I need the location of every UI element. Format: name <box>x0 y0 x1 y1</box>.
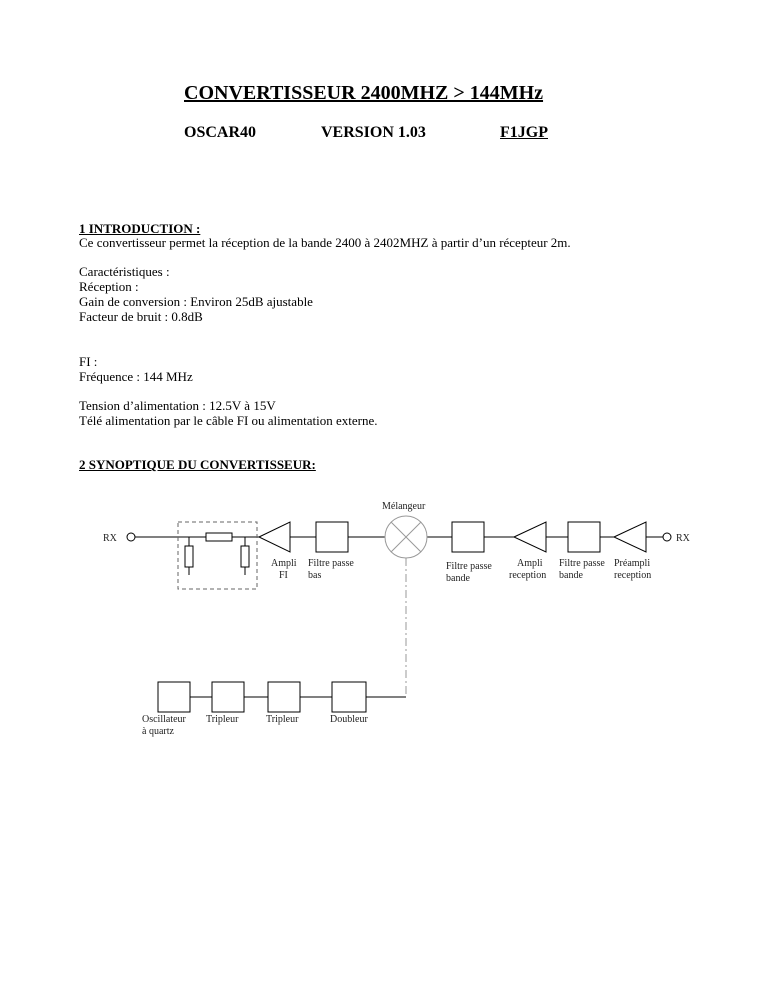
bpf2-label-1: Filtre passe <box>559 558 605 569</box>
mixer-circle <box>385 516 427 558</box>
noise-text: Facteur de bruit : 0.8dB <box>79 309 203 324</box>
lpf-label-1: Filtre passe <box>308 558 354 569</box>
shunt-resistor-right <box>241 546 249 567</box>
preampli-triangle <box>614 522 646 552</box>
gain-text: Gain de conversion : Environ 25dB ajustable <box>79 294 313 309</box>
ampli-fi-label-1: Ampli <box>271 558 297 569</box>
tripler1-label: Tripleur <box>206 714 239 725</box>
series-resistor <box>206 533 232 541</box>
ampli-fi-triangle <box>259 522 290 552</box>
section1-heading: 1 INTRODUCTION : <box>79 221 201 236</box>
document-title: CONVERTISSEUR 2400MHZ > 144MHz <box>184 82 544 104</box>
characteristics-label: Caractéristiques : <box>79 264 170 279</box>
fi-label: FI : <box>79 354 98 369</box>
tripler2-label: Tripleur <box>266 714 299 725</box>
tripler-2-box <box>268 682 300 712</box>
frequency-text: Fréquence : 144 MHz <box>79 369 193 384</box>
attenuator-box <box>178 522 257 589</box>
rx-left-label: RX <box>103 533 117 544</box>
lpf-label-2: bas <box>308 570 322 581</box>
mixer-cross-2 <box>391 522 421 552</box>
shunt-resistor-left <box>185 546 193 567</box>
bpf1-label-2: bande <box>446 573 470 584</box>
section2-heading: 2 SYNOPTIQUE DU CONVERTISSEUR: <box>79 457 316 472</box>
osc-label-2: à quartz <box>142 726 174 737</box>
ampli-rx-label-2: reception <box>509 570 547 581</box>
oscillator-box <box>158 682 190 712</box>
model-name: OSCAR40 <box>184 124 257 141</box>
intro-text: Ce convertisseur permet la réception de la bande 2400 à 2402MHZ à partir d’un récepteur 2m. <box>79 235 571 250</box>
tele-supply-text: Télé alimentation par le câble FI ou alimentation externe. <box>79 413 378 428</box>
doubler-box <box>332 682 366 712</box>
lowpass-filter-box <box>316 522 348 552</box>
supply-text: Tension d’alimentation : 12.5V à 15V <box>79 398 276 413</box>
rx-left-terminal <box>127 533 135 541</box>
author-callsign: F1JGP <box>500 124 548 141</box>
bandpass-filter-1-box <box>452 522 484 552</box>
mixer-label: Mélangeur <box>382 501 426 512</box>
rx-right-terminal <box>663 533 671 541</box>
ampli-fi-label-2: FI <box>279 570 288 581</box>
ampli-rx-triangle <box>514 522 546 552</box>
preampli-label-1: Préampli <box>614 558 651 569</box>
mixer-cross-1 <box>391 522 421 552</box>
reception-label: Réception : <box>79 279 139 294</box>
version-label: VERSION 1.03 <box>321 124 426 141</box>
osc-label-1: Oscillateur <box>142 714 186 725</box>
doubler-label: Doubleur <box>330 714 368 725</box>
preampli-label-2: reception <box>614 570 652 581</box>
rx-right-label: RX <box>676 533 690 544</box>
bpf1-label-1: Filtre passe <box>446 561 492 572</box>
ampli-rx-label-1: Ampli <box>517 558 543 569</box>
tripler-1-box <box>212 682 244 712</box>
bpf2-label-2: bande <box>559 570 583 581</box>
bandpass-filter-2-box <box>568 522 600 552</box>
